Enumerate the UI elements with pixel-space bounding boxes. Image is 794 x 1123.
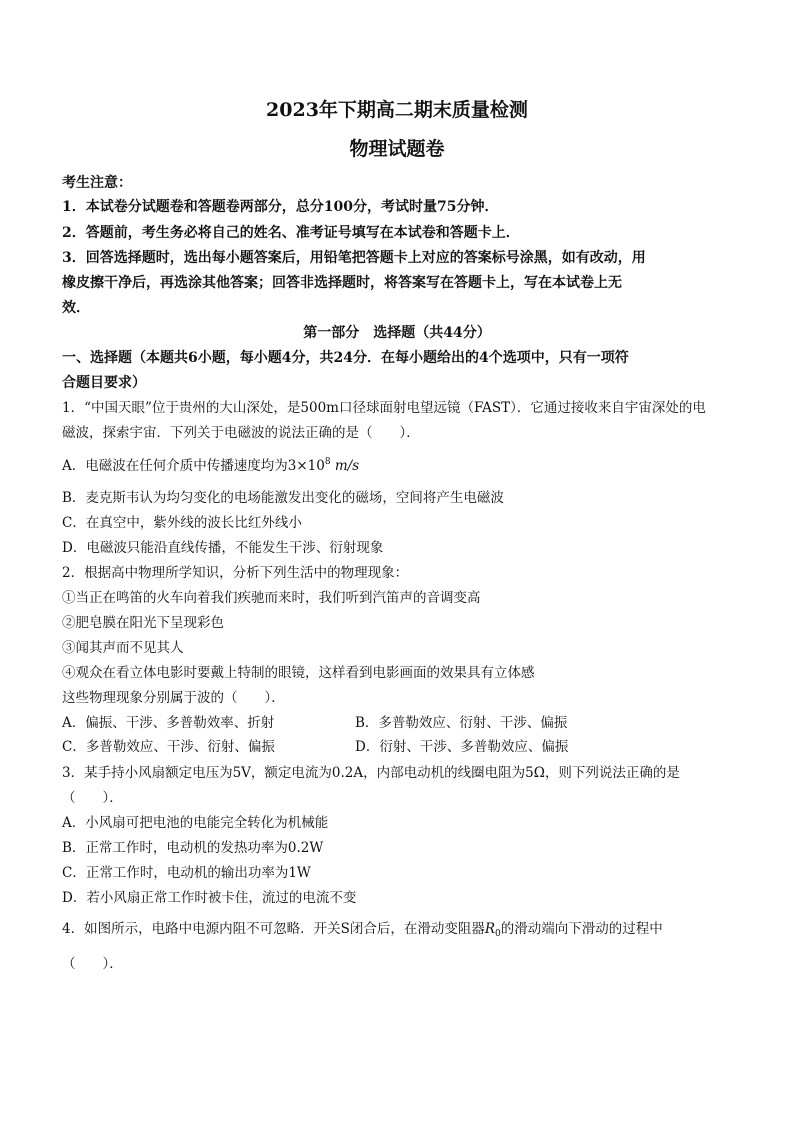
q1-option-b: B．麦克斯韦认为均匀变化的电场能激发出变化的磁场，空间将产生电磁波 [62,490,504,506]
q1-stem-line-2: 磁波，探索宇宙．下列关于电磁波的说法正确的是（ ）． [62,425,420,441]
q1-option-a-text: A．电磁波在任何介质中传播速度均为 [62,458,288,474]
q1-option-a-base: 3×10 [287,458,325,474]
q4-stem-line-2: （ ）． [62,956,123,972]
q2-item-2: ②肥皂膜在阳光下呈现彩色 [62,615,224,631]
q2-option-d: D．衍射、干涉、多普勒效应、偏振 [355,739,569,755]
exam-title: 2023年下期高二期末质量检测 [266,99,528,121]
notice-item-3-line-3: 效． [62,300,90,316]
q1-option-a-unit: m/s [330,458,360,474]
q2-option-c: C．多普勒效应、干涉、衍射、偏振 [62,739,275,755]
q2-item-4: ④观众在看立体电影时要戴上特制的眼镜，这样看到电影画面的效果具有立体感 [62,665,535,681]
q4-stem-line-1 [62,923,663,937]
q3-option-a: A．小风扇可把电池的电能完全转化为机械能 [62,815,329,831]
q2-item-3: ③闻其声而不见其人 [62,640,184,656]
q2-option-b: B．多普勒效应、衍射、干涉、偏振 [355,715,568,731]
q2-option-a: A．偏振、干涉、多普勒效率、折射 [62,715,275,731]
notice-heading: 考生注意： [62,175,132,191]
q1-stem-line-1: 1．“中国天眼”位于贵州的大山深处，是500m口径球面射电望远镜（FAST）．它通过接收来自宇宙深处的电 [62,400,706,416]
q2-stem: 2．根据高中物理所学知识，分析下列生活中的物理现象： [62,565,409,581]
q4-stem-part-2: 的滑动端向下滑动的过程中 [500,921,663,937]
exam-subtitle: 物理试题卷 [349,138,445,160]
q4-variable: R [484,921,496,937]
notice-item-3-line-2: 橡皮擦干净后，再选涂其他答案；回答非选择题时，将答案写在答题卡上，写在本试卷上无 [62,275,622,291]
q4-variable-subscript: 0 [495,929,501,939]
notice-item-3-line-1: 3．回答选择题时，选出每小题答案后，用铅笔把答题卡上对应的答案标号涂黑，如有改动，用 [62,250,646,266]
q1-option-d: D．电磁波只能沿直线传播，不能发生干涉、衍射现象 [62,540,384,556]
part-instructions-line-2: 合题目要求） [62,375,146,391]
q2-item-1: ①当正在鸣笛的火车向着我们疾驰而来时，我们听到汽笛声的音调变高 [62,590,481,606]
part-instructions-line-1: 一、选择题（本题共6小题，每小题4分，共24分．在每小题给出的4个选项中，只有一项符 [62,350,629,366]
q1-option-a [62,457,360,474]
q3-stem-line-1: 3．某手持小风扇额定电压为5V，额定电流为0.2A，内部电动机的线圈电阻为5Ω，则下列说法正确的是 [62,765,680,781]
q3-option-b: B．正常工作时，电动机的发热功率为0.2W [62,840,324,856]
q1-option-c: C．在真空中，紫外线的波长比红外线小 [62,515,302,531]
notice-item-1: 1．本试卷分试题卷和答题卷两部分，总分100分，考试时量75分钟． [62,199,499,215]
q3-stem-line-2: （ ）． [62,790,123,806]
q3-option-c: C．正常工作时，电动机的输出功率为1W [62,865,311,881]
q2-ask: 这些物理现象分别属于波的（ ）． [62,690,285,706]
section-heading: 第一部分 选择题（共44分） [303,325,491,341]
notice-item-2: 2．答题前，考生务必将自己的姓名、准考证号填写在本试卷和答题卡上． [62,225,520,241]
q1-option-a-exponent: 8 [324,457,331,467]
q3-option-d: D．若小风扇正常工作时被卡住，流过的电流不变 [62,890,357,906]
q4-stem-part-1: 4．如图所示，电路中电源内阻不可忽略．开关S闭合后，在滑动变阻器 [62,921,485,937]
